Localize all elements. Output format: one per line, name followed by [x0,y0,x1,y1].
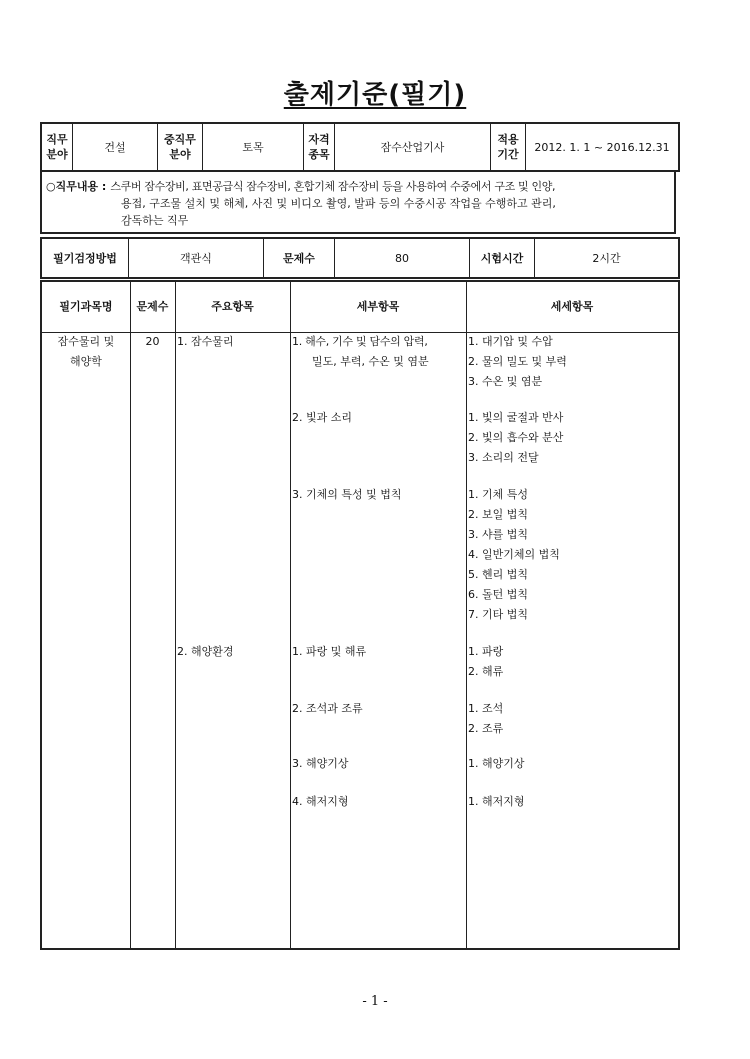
detail-item: 1. 기체 특성 [468,488,528,501]
sub-item: 1. 파랑 및 해류 [292,645,367,658]
sub-item: 3. 기체의 특성 및 법칙 [292,488,402,501]
detail-item: 7. 기타 법칙 [468,608,528,621]
sub-item: 1. 해수, 기수 및 담수의 압력, [292,335,428,348]
divider [290,282,291,948]
period-value: 2012. 1. 1 ~ 2016.12.31 [526,123,680,171]
period-label: 적용 기간 [491,123,526,171]
detail-item: 1. 해저지형 [468,795,525,808]
job-field-label: 직무 분야 [41,123,73,171]
duty-label: ○직무내용 : [46,180,107,193]
method-label: 필기검정방법 [41,238,129,278]
count-label: 문제수 [264,238,335,278]
duty-description [40,170,676,234]
detail-item: 4. 일반기체의 법칙 [468,548,560,561]
divider [175,282,176,948]
subject-name-line-1: 잠수물리 및 [57,335,115,348]
detail-item: 2. 물의 밀도 및 부력 [468,355,567,368]
syllabus-header [42,282,678,333]
subject-name-line-2: 해양학 [70,355,102,368]
cert-label: 자격 종목 [304,123,335,171]
detail-item: 2. 해류 [468,665,504,678]
info-table [40,122,680,172]
detail-item: 1. 해양기상 [468,757,525,770]
divider [130,282,131,948]
detail-item: 1. 빛의 굴절과 반사 [468,411,564,424]
header-sub: 세부항목 [356,300,400,313]
time-label: 시험시간 [470,238,535,278]
divider [466,282,467,948]
time-value: 2시간 [535,238,680,278]
detail-item: 3. 샤를 법칙 [468,528,528,541]
page-number: - 1 - [362,994,388,1009]
header-subject: 필기과목명 [59,300,113,313]
subject-count: 20 [145,335,160,348]
detail-item: 2. 빛의 흡수와 분산 [468,431,564,444]
job-field-value: 건설 [73,123,158,171]
sub-item: 4. 해저지형 [292,795,349,808]
sub-field-value: 토목 [203,123,304,171]
detail-item: 1. 조석 [468,702,504,715]
detail-item: 5. 헨리 법칙 [468,568,528,581]
detail-item: 2. 보일 법칙 [468,508,528,521]
sub-field-label: 중직무 분야 [158,123,203,171]
duty-line-2: 용접, 구조물 설치 및 해체, 사진 및 비디오 촬영, 발파 등의 수중시공 작업을 수행하고 관리, [121,197,556,210]
sub-item: 2. 빛과 소리 [292,411,352,424]
detail-item: 1. 파랑 [468,645,504,658]
method-value: 객관식 [129,238,264,278]
count-value: 80 [335,238,470,278]
sub-item: 2. 조석과 조류 [292,702,363,715]
header-count: 문제수 [136,300,169,313]
duty-line-1: 스쿠버 잠수장비, 표면공급식 잠수장비, 혼합기체 잠수장비 등을 사용하여 수중에서 구조 및 인양, [110,180,556,193]
exam-method-table [40,237,680,279]
detail-item: 1. 대기압 및 수압 [468,335,553,348]
detail-item: 3. 수온 및 염분 [468,375,543,388]
cert-value: 잠수산업기사 [335,123,491,171]
major-item: 1. 잠수물리 [177,335,234,348]
detail-item: 3. 소리의 전달 [468,451,539,464]
header-detail: 세세항목 [550,300,594,313]
major-item: 2. 해양환경 [177,645,234,658]
detail-item: 6. 돌턴 법칙 [468,588,528,601]
syllabus-table [40,280,680,950]
sub-item: 밀도, 부력, 수온 및 염분 [312,355,429,368]
page-title: 출제기준(필기) [283,80,467,110]
duty-line-3: 감독하는 직무 [121,214,189,227]
detail-item: 2. 조류 [468,722,504,735]
sub-item: 3. 해양기상 [292,757,349,770]
header-major: 주요항목 [211,300,254,313]
